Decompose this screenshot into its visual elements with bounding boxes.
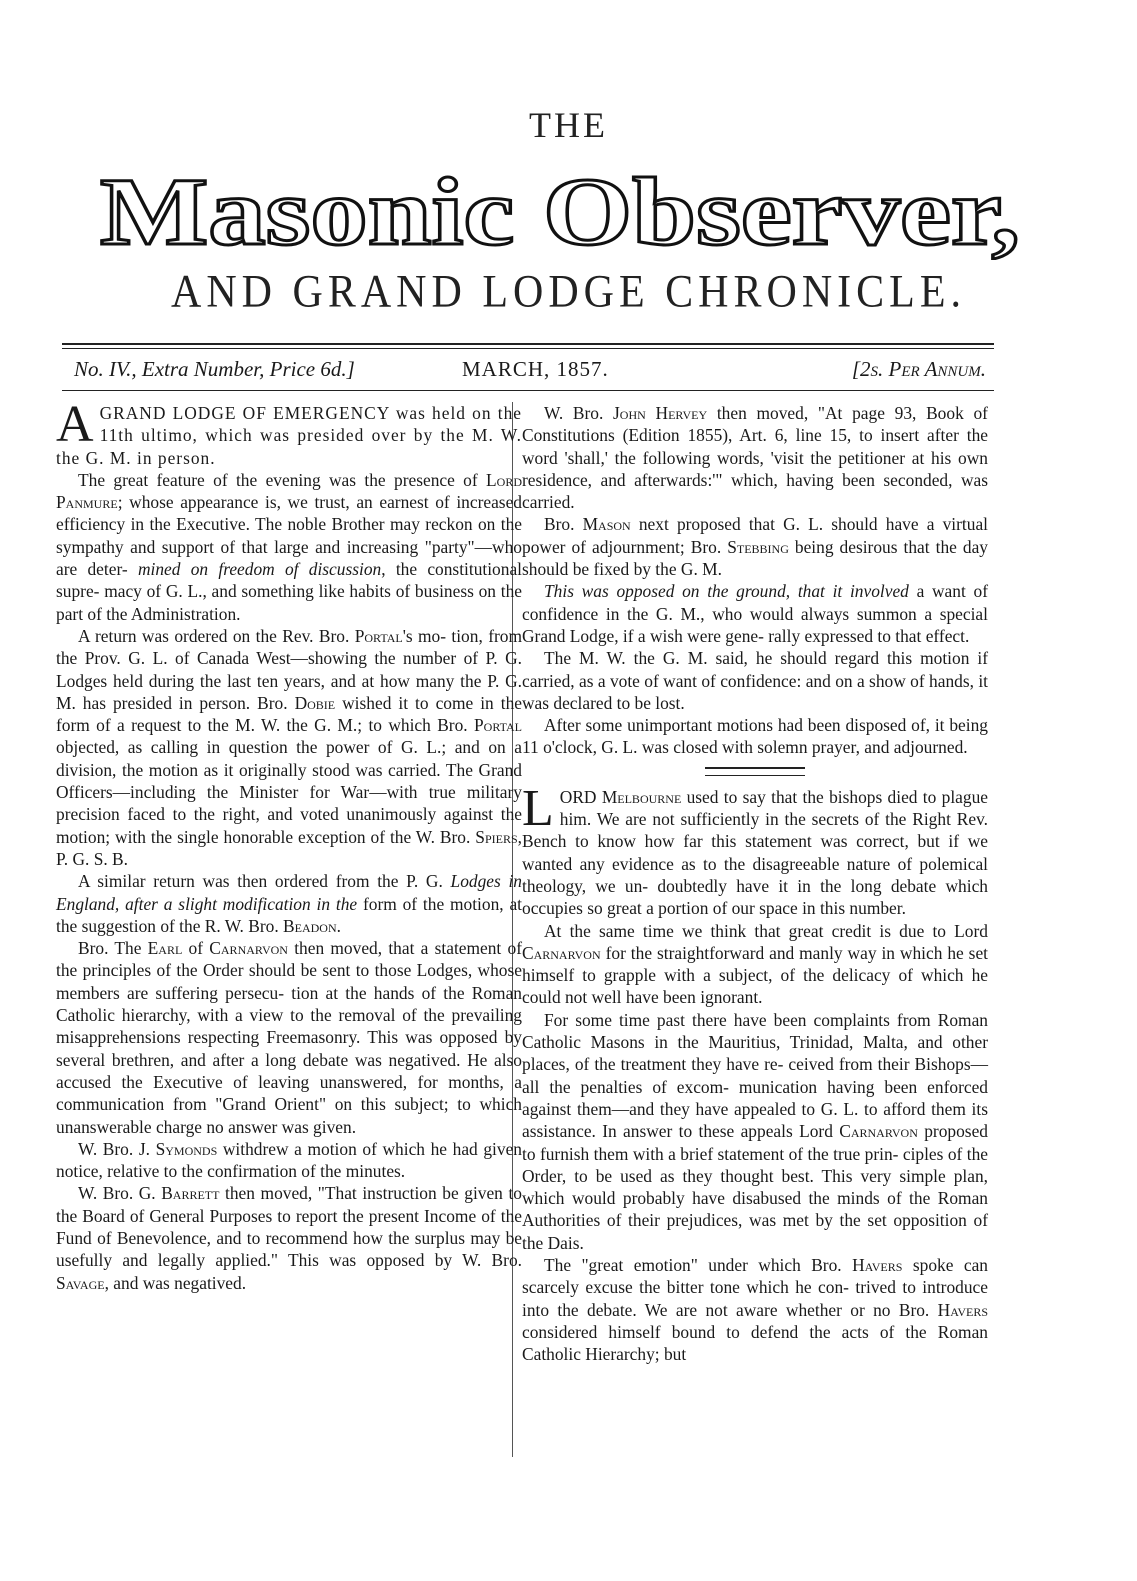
article-paragraph: LORD Melbourne used to say that the bishops died to plague him. We are not sufficiently in the secrets of the Right Rev. Bench to know how far this statement was correct, but if we wanted any evidence as to the disagreeable nature of polemical theology, we un- doubtedly have it in the long debate which occupies so great a portion of our space in this number. (522, 779, 988, 919)
article-paragraph: Bro. The Earl of Carnarvon then moved, that a statement of the principles of the Order should be sent to those Lodges, whose members are suffering persecu- tion at the hands of the Roman Catholic hierarchy, with a view to the removal of the prevailing misapprehensions respecting Freemasonry. This was opposed by several brethren, and after a long debate was negatived. He also accused the Executive of leaving unanswered, for months, a communication from "Grand Orient" on this subject; to which unanswerable charge no answer was given. (56, 938, 523, 1137)
article-paragraph: W. Bro. J. Symonds withdrew a motion of which he had given notice, relative to the confirmation of the minutes. (56, 1138, 522, 1182)
issue-line (74, 357, 986, 385)
masthead-title (95, 160, 1025, 260)
header-bottom-rule (62, 390, 994, 391)
masthead-subtitle: AND GRAND LODGE CHRONICLE. (171, 266, 966, 318)
drop-cap: L (522, 779, 554, 837)
article-paragraph: The M. W. the G. M. said, he should regard this motion if carried, as a vote of want of confidence: and on a show of hands, it was declared to be lost. (522, 648, 988, 713)
issue-price: [2s. Per Annum. (851, 357, 986, 381)
article-paragraph: W. Bro. G. Barrett then moved, "That instruction be given to the Board of General Purposes to report the present Income of the Fund of Benevolence, and to recommend how the surplus may be usefully and legally applied." This was opposed by W. Bro. Savage, and was negatived. (56, 1183, 522, 1293)
top-rule (62, 343, 994, 345)
right-column (522, 402, 988, 1365)
drop-cap: A (56, 396, 94, 453)
article-paragraph: W. Bro. John Hervey then moved, "At page 93, Book of Constitutions (Edition 1855), Art. 6, line 15, to insert after the word 'shall,' the following words, 'visit the petitioner at his own residence, and afterwards:'" which, having been seconded, was carried. (522, 403, 988, 513)
article-paragraph: Bro. Mason next proposed that G. L. should have a virtual power of adjournment; Bro. Stebbing being desirous that the day should be fixed by the G. M. (522, 514, 988, 580)
article-paragraph: At the same time we think that great credit is due to Lord Carnarvon for the straightforward and manly way in which he set himself to grapple with a subject, of the delicacy of which he could not well have been ignorant. (522, 920, 988, 1008)
masthead-the: THE (529, 105, 608, 145)
article-paragraph: The "great emotion" under which Bro. Havers spoke can scarcely excuse the bitter tone which he con- trived to introduce into the debate. We are not aware whether or no Bro. Havers considered himself bound to defend the acts of the Roman Catholic Hierarchy; but (522, 1254, 988, 1365)
article-paragraph: After some unimportant motions had been disposed of, it being 11 o'clock, G. L. was closed with solemn prayer, and adjourned. (522, 715, 988, 758)
article-paragraph: A return was ordered on the Rev. Bro. Portal's mo- tion, from the Prov. G. L. of Canada West—showing the number of P. G. Lodges held during the last ten years, and at how many the P. G. M. has presided in person. Bro. Dobie wished it to come in the form of a request to the M. W. the G. M.; to which Bro. Portal objected, as calling in question the power of G. L.; and on a division, the motion as it originally stood was carried. The Grand Officers—including the Minister for War—with true military precision faced to the right, and voted unanimously against the motion; with the single honorable exception of the W. Bro. Spiers, P. G. S. B. (56, 625, 522, 869)
top-rule-thin (62, 348, 994, 349)
article-paragraph: This was opposed on the ground, that it involved a want of confidence in the G. M., who would always summon a special Grand Lodge, if a wish were gene- rally expressed to that effect. (522, 581, 988, 646)
issue-date: MARCH, 1857. (462, 357, 609, 381)
article-paragraph: The great feature of the evening was the presence of Lord Panmure; whose appearance is, we trust, an earnest of increased efficiency in the Executive. The noble Brother may reckon on the sympathy and support of that large and increasing "party"—who are deter- mined on freedom of discussion, the constitutional supre- macy of G. L., and something like habits of business on the part of the Administration. (56, 469, 522, 624)
left-column (56, 396, 523, 1294)
article-paragraph: A similar return was then ordered from the P. G. Lodges in England, after a slight modification in the form of the motion, at the suggestion of the R. W. Bro. Beadon. (56, 871, 522, 936)
issue-number: No. IV., Extra Number, Price 6d.] (74, 357, 355, 381)
masthead-title-text: Masonic Observer, (100, 160, 1020, 260)
article-paragraph: For some time past there have been complaints from Roman Catholic Masons in the Mauritius, Trinidad, Malta, and other places, of the treatment they have re- ceived from their Bishops—all the penalties of excom- munication having been enforced against them—and they have appealed to G. L. to afford them its assistance. In answer to these appeals Lord Carnarvon proposed to furnish them with a brief statement of the true prin- ciples of the Order, to be used as they thought best. This very simple plan, which would probably have disabused the minds of the Roman Authorities of their prejudices, was met by the set opposition of the Dais. (522, 1009, 988, 1253)
section-ornament (705, 767, 805, 776)
masthead-blackletter (95, 160, 1025, 260)
article-paragraph: A GRAND LODGE OF EMERGENCY was held on the 11th ultimo, which was presided over by the M. W. the G. M. in person. (56, 396, 522, 468)
